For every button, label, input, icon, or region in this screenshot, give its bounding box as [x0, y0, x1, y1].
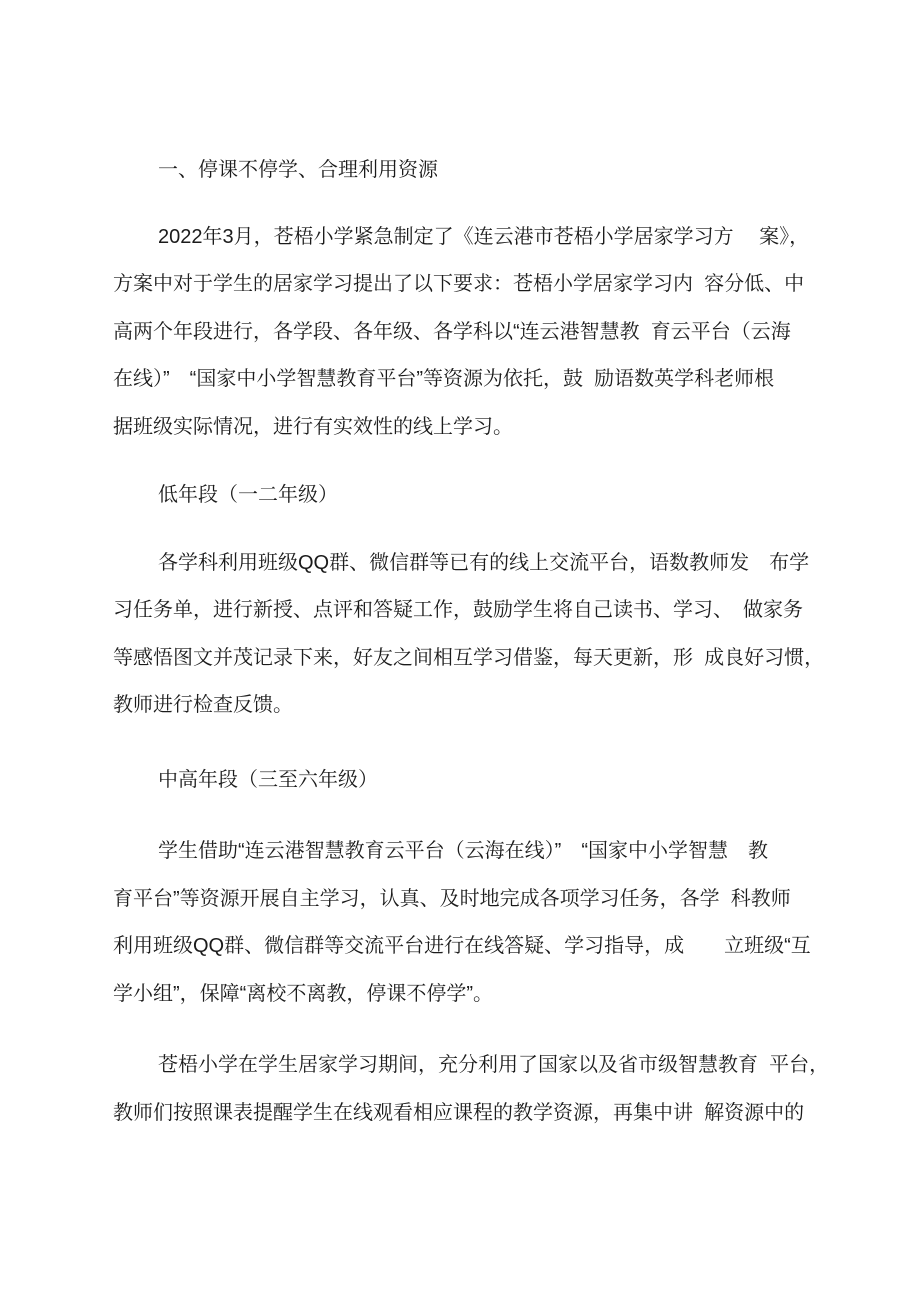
heading-text: 一、停课不停学、合理利用资源: [158, 159, 438, 181]
heading-text: 低年段（一二年级）: [158, 484, 338, 506]
text-line: 教师们按照课表提醒学生在线观看相应课程的教学资源，再集中讲 解资源中的: [113, 1101, 805, 1124]
section-heading-2: [113, 472, 883, 520]
paragraph-4: [113, 1042, 883, 1137]
text-line: 利用班级QQ群、微信群等交流平台进行在线答疑、学习指导，成 立班级“互: [113, 935, 811, 957]
text-line: 苍梧小学在学生居家学习期间，充分利用了国家以及省市级智慧教育 平台，: [158, 1054, 830, 1076]
text-line: 育平台”等资源开展自主学习，认真、及时地完成各项学习任务，各学 科教师: [113, 887, 791, 910]
text-line: 据班级实际情况，进行有实效性的线上学习。: [113, 415, 513, 438]
paragraph-2: [113, 540, 883, 730]
text-line: 学生借助“连云港智慧教育云平台（云海在线）” “国家中小学智慧 教: [158, 840, 768, 862]
text-line: 高两个年段进行，各学段、各年级、各学科以“连云港智慧教 育云平台（云海: [113, 320, 791, 343]
text-line: 各学科利用班级QQ群、微信群等已有的线上交流平台，语数教师发 布学: [158, 551, 810, 574]
section-heading-1: [113, 147, 883, 195]
text-line: 方案中对于学生的居家学习提出了以下要求：苍梧小学居家学习内 容分低、中: [113, 273, 805, 295]
paragraph-3: [113, 828, 883, 1018]
heading-text: 中高年段（三至六年级）: [158, 768, 378, 791]
text-line: 2022年3月，苍梧小学紧急制定了《连云港市苍梧小学居家学习方 案》，: [158, 225, 810, 248]
text-line: 在线）” “国家中小学智慧教育平台”等资源为依托，鼓 励语数英学科老师根: [113, 368, 775, 390]
text-line: 教师进行检查反馈。: [113, 694, 293, 716]
paragraph-1: [113, 214, 883, 452]
text-line: 学小组”，保障“离校不离教，停课不停学”。: [113, 982, 493, 1005]
text-line: 习任务单，进行新授、点评和答疑工作，鼓励学生将自己读书、学习、 做家务: [113, 599, 803, 621]
text-line: 等感悟图文并茂记录下来，好友之间相互学习借鉴，每天更新，形 成良好习惯，: [113, 646, 825, 669]
section-heading-3: [113, 757, 883, 805]
